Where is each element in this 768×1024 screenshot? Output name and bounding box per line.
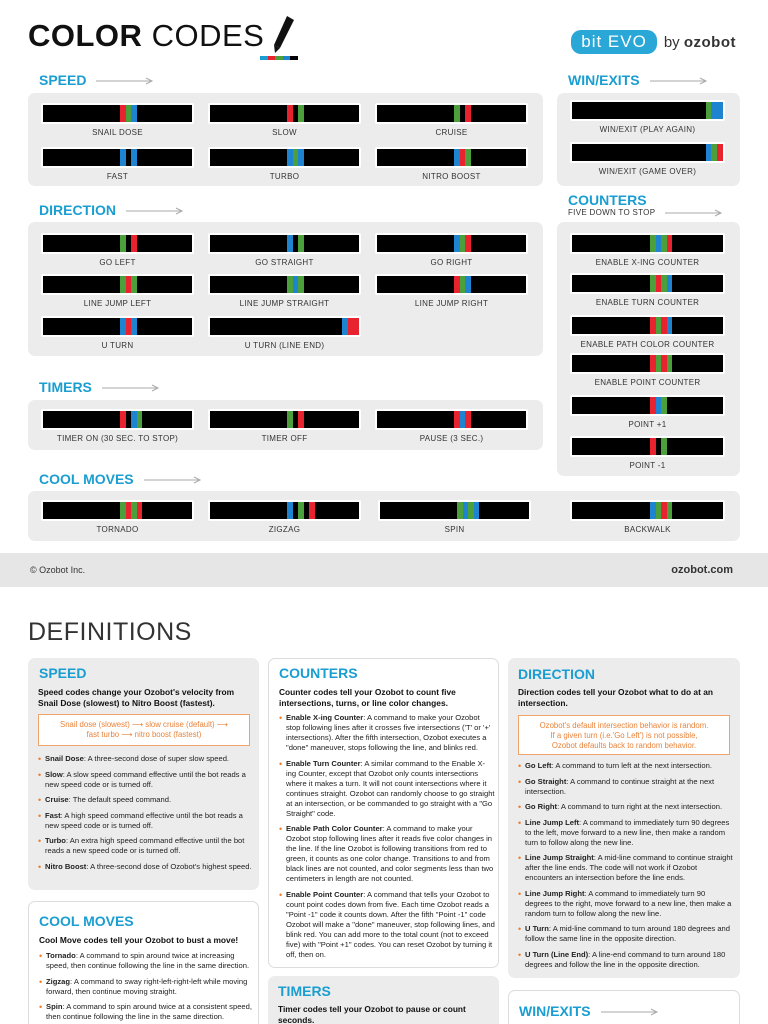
code-segment <box>520 235 526 252</box>
code-segment <box>717 438 723 455</box>
code-snail-dose: SNAIL DOSE <box>41 103 194 137</box>
arrow-right-icon <box>144 476 202 484</box>
arrow-right-icon <box>96 77 154 85</box>
stripe-green <box>275 56 283 60</box>
code-segment <box>717 144 723 161</box>
code-cruise: CRUISE <box>375 103 528 137</box>
code-strip <box>375 274 528 295</box>
code-strip <box>570 100 725 121</box>
code-slow: SLOW <box>208 103 361 137</box>
code-segment <box>717 102 723 119</box>
definition-heading-win-exits: WIN/EXITS <box>519 1003 659 1019</box>
list-item: • Enable X-ing Counter: A command to make your Ozobot stop following lines after it crosses five intersections ('T' or '+' intersections). After the fifth intersection, Ozobot executes a "done" maneuver, stops following the line, and blinks red. <box>279 713 495 753</box>
definition-heading-cool-moves: COOL MOVES <box>39 913 134 929</box>
arrow-right-icon <box>126 207 184 215</box>
code-strip <box>208 500 361 521</box>
code-zigzag: ZIGZAG <box>208 500 361 534</box>
code-timer-off: TIMER OFF <box>208 409 361 443</box>
code-segment <box>717 355 723 372</box>
code-strip <box>41 409 194 430</box>
code-point-minus-1: POINT -1 <box>570 436 725 470</box>
code-enable-xing-counter: ENABLE X-ING COUNTER <box>570 233 725 267</box>
list-item: • Snail Dose: A three-second dose of super slow speed. <box>38 754 253 764</box>
list-item: • Zigzag: A command to sway right-left-right-left while moving forward, then continue moving straight. <box>39 977 254 997</box>
list-item: • Tornado: A command to spin around twice at increasing speed, then continue following the line in the same direction. <box>39 951 254 971</box>
counters-subtitle: FIVE DOWN TO STOP <box>568 208 723 217</box>
list-item: • Enable Path Color Counter: A command to make your Ozobot stop following lines after it reads five color changes in the line. If the line Ozobot is following transitions from red to green, it counts as one color change. Transitions to and from black lines are not counted, and color segments less than two centimeters in length are not counted. <box>279 824 495 884</box>
code-strip <box>208 103 361 124</box>
code-strip <box>41 233 194 254</box>
code-fast: FAST <box>41 147 194 181</box>
speed-order-box: Snail dose (slowest) ⟶ slow cruise (default) ⟶ fast turbo ⟶ nitro boost (fastest) <box>38 714 250 746</box>
copyright-text: © Ozobot Inc. <box>30 565 86 575</box>
list-item: • Line Jump Left: A command to immediately turn 90 degrees to the left, move forward to a new line, then make a random turn to follow along the new line. <box>518 818 734 848</box>
list-item: • Enable Turn Counter: A similar command to the Enable X-ing Counter, except that Ozobot only counts intersections where it makes a turn. It will not count intersections where it continues straight. Ozobot can randomly choose to go straight at an intersection, or be commanded to go straight with a "Go Straight" code. <box>279 759 495 819</box>
code-point-plus-1: POINT +1 <box>570 395 725 429</box>
code-strip <box>208 409 361 430</box>
code-strip <box>208 274 361 295</box>
code-strip <box>375 147 528 168</box>
definition-list-direction <box>518 761 734 975</box>
code-strip <box>375 103 528 124</box>
definition-intro-direction: Direction codes tell your Ozobot what to do at an intersection. <box>518 687 713 708</box>
arrow-right-icon <box>665 209 723 217</box>
code-u-turn-line-end: U TURN (LINE END) <box>208 316 361 350</box>
definition-card-speed <box>28 658 259 890</box>
list-item: • Turbo: An extra high speed command effective until the bot reads a new speed code or is turned off. <box>38 836 253 856</box>
definition-card-direction <box>508 658 740 978</box>
site-link[interactable]: ozobot.com <box>671 564 733 576</box>
code-strip <box>570 315 725 336</box>
code-segment <box>717 235 723 252</box>
stripe-black <box>290 56 298 60</box>
code-pause: PAUSE (3 SEC.) <box>375 409 528 443</box>
definition-intro-cool-moves: Cool Move codes tell your Ozobot to bust a move! <box>39 935 239 945</box>
definition-list-counters <box>279 713 495 965</box>
code-segment <box>186 105 192 122</box>
definition-heading-timers: TIMERS <box>278 983 331 999</box>
code-segment <box>186 411 192 428</box>
code-segment <box>523 502 529 519</box>
code-segment <box>520 105 526 122</box>
code-nitro-boost: NITRO BOOST <box>375 147 528 181</box>
list-item: • U Turn (Line End): A line-end command to turn around 180 degrees and follow the line in the opposite direction. <box>518 950 734 970</box>
code-strip <box>375 233 528 254</box>
code-segment <box>353 411 359 428</box>
definitions-title: DEFINITIONS <box>28 618 192 646</box>
stripe-blue-2 <box>283 56 291 60</box>
code-segment <box>186 235 192 252</box>
definition-card-win-exits <box>508 990 740 1024</box>
code-segment <box>186 502 192 519</box>
definition-card-counters <box>268 658 499 968</box>
list-item: • Go Straight: A command to continue straight at the next intersection. <box>518 777 734 797</box>
definition-list-speed <box>38 754 253 877</box>
stripe-red <box>268 56 276 60</box>
code-tornado: TORNADO <box>41 500 194 534</box>
code-segment <box>717 317 723 334</box>
code-segment <box>353 235 359 252</box>
list-item: • Line Jump Straight: A mid-line command to continue straight after the line ends. The code will not work if Ozobot encounters an intersection before the line ends. <box>518 853 734 883</box>
code-segment <box>186 276 192 293</box>
definition-heading-speed: SPEED <box>39 665 87 681</box>
list-item: • Go Right: A command to turn right at the next intersection. <box>518 802 734 812</box>
footer-bar <box>0 553 768 587</box>
code-line-jump-straight: LINE JUMP STRAIGHT <box>208 274 361 308</box>
pencil-icon <box>268 14 298 58</box>
code-segment <box>520 149 526 166</box>
code-turbo: TURBO <box>208 147 361 181</box>
code-strip <box>41 316 194 337</box>
code-segment <box>520 411 526 428</box>
code-strip <box>378 500 531 521</box>
page-title: COLOR CODES <box>28 18 265 53</box>
code-u-turn: U TURN <box>41 316 194 350</box>
code-strip <box>208 147 361 168</box>
code-strip <box>570 395 725 416</box>
definition-intro-speed: Speed codes change your Ozobot's velocity from Snail Dose (slowest) to Nitro Boost (fastest). <box>38 687 235 708</box>
list-item: • U Turn: A mid-line command to turn around 180 degrees and follow the same line in the opposite direction. <box>518 924 734 944</box>
code-go-left: GO LEFT <box>41 233 194 267</box>
code-enable-path-color-counter: ENABLE PATH COLOR COUNTER <box>570 315 725 349</box>
code-strip <box>41 103 194 124</box>
code-strip <box>41 274 194 295</box>
bit-evo-logo <box>571 30 736 54</box>
code-strip <box>375 409 528 430</box>
definition-list-cool-moves <box>39 951 254 1024</box>
list-item: • Line Jump Right: A command to immediately turn 90 degrees to the right, move forward to a new line, then make a random turn to follow along the new line. <box>518 889 734 919</box>
definition-card-cool-moves <box>28 901 259 1024</box>
color-stripes <box>260 56 298 60</box>
section-heading-speed: SPEED <box>39 72 154 88</box>
code-line-jump-left: LINE JUMP LEFT <box>41 274 194 308</box>
section-heading-timers: TIMERS <box>39 379 160 395</box>
code-win-play-again: WIN/EXIT (PLAY AGAIN) <box>570 100 725 134</box>
code-strip <box>570 233 725 254</box>
definition-card-timers <box>268 976 499 1024</box>
code-strip <box>208 233 361 254</box>
code-strip <box>41 500 194 521</box>
header <box>28 14 748 62</box>
code-segment <box>717 275 723 292</box>
code-strip <box>570 142 725 163</box>
stripe-blue <box>260 56 268 60</box>
code-win-game-over: WIN/EXIT (GAME OVER) <box>570 142 725 176</box>
code-segment <box>353 105 359 122</box>
code-segment <box>353 276 359 293</box>
list-item: • Go Left: A command to turn left at the next intersection. <box>518 761 734 771</box>
definition-intro-counters: Counter codes tell your Ozobot to count five intersections, turns, or line color changes. <box>279 687 456 708</box>
section-heading-direction: DIRECTION <box>39 202 184 218</box>
code-backwalk: BACKWALK <box>570 500 725 534</box>
arrow-right-icon <box>102 384 160 392</box>
list-item: • Cruise: The default speed command. <box>38 795 253 805</box>
code-segment <box>520 276 526 293</box>
by-ozobot: by ozobot <box>663 33 736 51</box>
list-item: • Nitro Boost: A three-second dose of Ozobot's highest speed. <box>38 862 253 872</box>
code-strip <box>41 147 194 168</box>
code-strip <box>570 436 725 457</box>
code-segment <box>186 149 192 166</box>
code-segment <box>186 318 192 335</box>
code-go-right: GO RIGHT <box>375 233 528 267</box>
list-item: • Enable Point Counter: A command that tells your Ozobot to count point codes down from five. Each time Ozobot reads a "Point -1" code it counts down. After the fifth "Point -1" code Ozobot will make a "done" maneuver, stop following lines, and blink red. You can add more to the total count (not to exceed five) with "Point +1" codes. You can reset Ozobot by turning it off, then on. <box>279 890 495 960</box>
arrow-right-icon <box>601 1008 659 1016</box>
section-heading-win-exits: WIN/EXITS <box>568 72 708 88</box>
code-strip <box>570 353 725 374</box>
list-item: • Spin: A command to spin around twice at a consistent speed, then continue following the line in the same direction. <box>39 1002 254 1022</box>
code-strip <box>570 500 725 521</box>
code-strip <box>570 273 725 294</box>
definition-heading-counters: COUNTERS <box>279 665 358 681</box>
list-item: • Fast: A high speed command effective until the bot reads a new speed code or is turned off. <box>38 811 253 831</box>
list-item: • Slow: A slow speed command effective until the bot reads a new speed code or is turned off. <box>38 770 253 790</box>
code-spin: SPIN <box>378 500 531 534</box>
code-timer-on: TIMER ON (30 SEC. TO STOP) <box>41 409 194 443</box>
code-segment <box>353 502 359 519</box>
code-segment <box>353 318 359 335</box>
code-enable-point-counter: ENABLE POINT COUNTER <box>570 353 725 387</box>
code-segment <box>353 149 359 166</box>
code-segment <box>717 502 723 519</box>
code-enable-turn-counter: ENABLE TURN COUNTER <box>570 273 725 307</box>
section-heading-cool-moves: COOL MOVES <box>39 471 202 487</box>
code-strip <box>208 316 361 337</box>
definition-intro-timers: Timer codes tell your Ozobot to pause or count seconds. <box>278 1004 466 1024</box>
section-heading-counters: COUNTERS <box>568 192 647 208</box>
definition-heading-direction: DIRECTION <box>518 666 595 682</box>
code-go-straight: GO STRAIGHT <box>208 233 361 267</box>
code-line-jump-right: LINE JUMP RIGHT <box>375 274 528 308</box>
bit-evo-badge: bit EVO <box>571 30 657 54</box>
arrow-right-icon <box>650 77 708 85</box>
direction-note-box: Ozobot's default intersection behavior is random. If a given turn (i.e.'Go Left') is not possible, Ozobot defaults back to random behavior. <box>518 715 730 755</box>
code-segment <box>717 397 723 414</box>
